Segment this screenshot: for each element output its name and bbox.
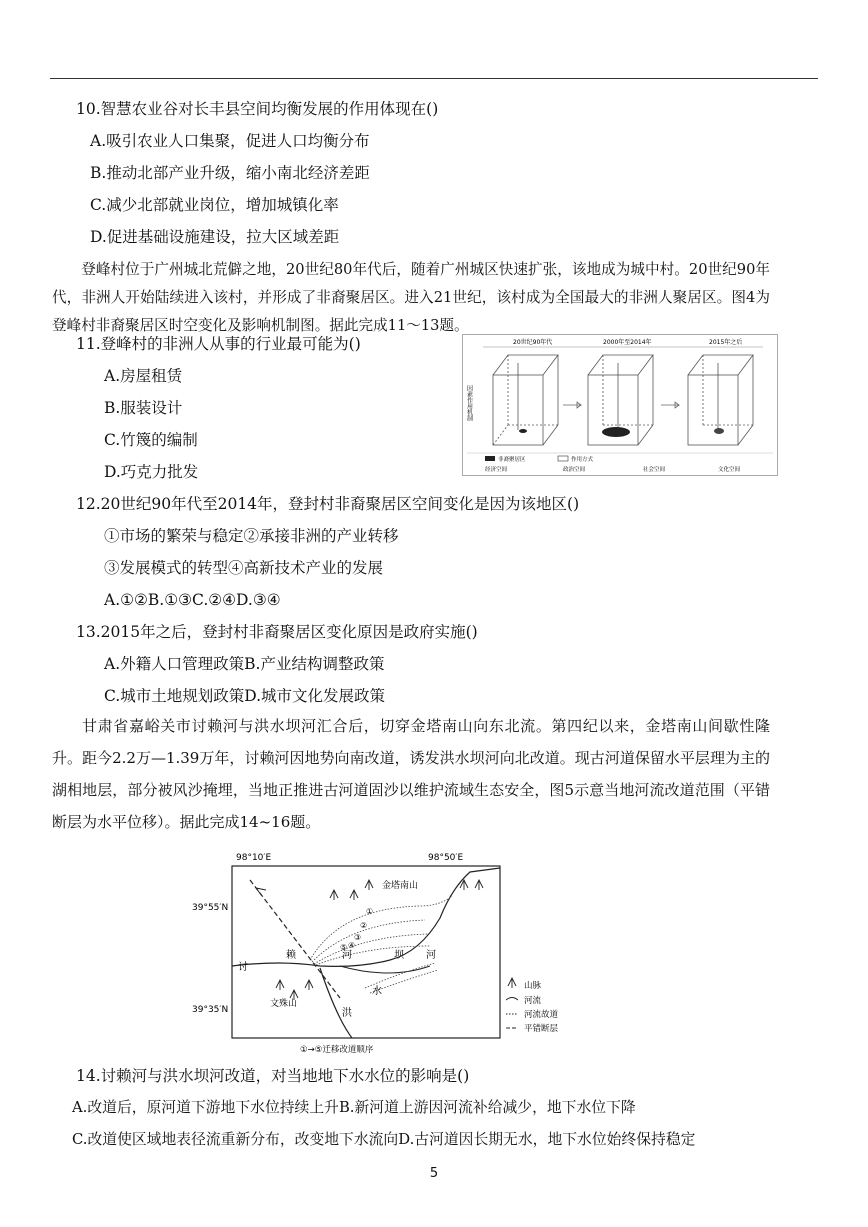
q12-items-2: ③发展模式的转型④高新技术产业的发展 <box>104 559 384 577</box>
q10-option-b: B.推动北部产业升级，缩小南北经济差距 <box>90 164 370 182</box>
fig5-num-3: ③ <box>354 933 362 942</box>
fig4-bottom-3: 社会空间 <box>643 467 666 473</box>
q11-option-d: D.巧克力批发 <box>104 463 199 481</box>
fig5-lat-1: 39°55′N <box>192 903 229 913</box>
q10-option-a: A.吸引农业人口集聚，促进人口均衡分布 <box>90 132 370 150</box>
q13-options-1: A.外籍人口管理政策B.产业结构调整政策 <box>104 655 385 673</box>
fig5-lat-2: 39°35′N <box>192 1005 229 1015</box>
fig4-period-3: 2015年之后 <box>709 339 743 346</box>
q10-option-d: D.促进基础设施建设，拉大区域差距 <box>90 228 340 246</box>
fig4-legend-1: 非裔聚居区 <box>498 457 526 463</box>
passage-dengfeng: 登峰村位于广州城北荒僻之地，20世纪80年代后，随着广州城区快速扩张，该地成为城中村。20世纪90年代，非洲人开始陆续进入该村，并形成了非裔聚居区。进入21世纪，该村成为全国最大的非洲人聚居区。图4为登峰村非裔聚居区时空变化及影响机制图。据此完成11～13题。 <box>52 261 770 334</box>
q14-stem: 14.讨赖河与洪水坝河改道，对当地地下水水位的影响是() <box>76 1067 470 1085</box>
fig5-lon-1: 98°10′E <box>236 853 272 863</box>
fig5-char-tao: 讨 <box>238 962 248 973</box>
q12-options: A.①②B.①③C.②④D.③④ <box>104 591 281 609</box>
q14-options-2: C.改道使区域地表径流重新分布，改变地下水流向D.古河道因长期无水，地下水位始终保持稳定 <box>72 1131 696 1148</box>
q11-option-b: B.服装设计 <box>104 399 183 417</box>
q14-options-1: A.改道后，原河道下游地下水位持续上升B.新河道上游因河流补给减少，地下水位下降 <box>72 1099 636 1116</box>
fig5-legend-river: 河流 <box>524 996 542 1006</box>
fig5-legend-mountain: 山脉 <box>524 981 542 991</box>
fig5-caption: ①→⑤迁移改道顺序 <box>300 1045 374 1055</box>
fig4-bottom-2: 政治空间 <box>563 467 586 473</box>
q12-items-1: ①市场的繁荣与稳定②承接非洲的产业转移 <box>104 527 399 545</box>
fig5-num-1: ① <box>366 907 374 916</box>
q10-option-c: C.减少北部就业岗位，增加城镇化率 <box>90 196 339 214</box>
fig4-legend-2: 作用方式 <box>571 457 594 463</box>
passage-taolai-river: 甘肃省嘉峪关市讨赖河与洪水坝河汇合后，切穿金塔南山向东北流。第四纪以来，金塔南山间歇性隆升。距今2.2万—1.39万年，讨赖河因地势向南改道，诱发洪水坝河向北改道。现古河道保留水平层理为主的湖相地层，部分被风沙掩埋，当地正推进古河道固沙以维护流域生态安全，图5示意当地河流改道范围（平错断层为水平位移）。据此完成14~16题。 <box>52 717 770 831</box>
q12-stem: 12.20世纪90年代至2014年，登封村非裔聚居区空间变化是因为该地区() <box>76 495 580 513</box>
fig4-period-1: 20世纪90年代 <box>513 339 553 346</box>
q13-options-2: C.城市土地规划政策D.城市文化发展政策 <box>104 687 386 705</box>
fig5-lon-2: 98°50′E <box>428 853 464 863</box>
fig5-num-5: ⑤ <box>340 943 348 952</box>
fig5-char-lai: 赖 <box>286 950 296 961</box>
fig5-wenshu-label: 文殊山 <box>270 999 298 1009</box>
q11-stem: 11.登峰村的非洲人从事的行业最可能为() <box>76 335 361 353</box>
page-number: 5 <box>429 1166 439 1181</box>
q11-option-a: A.房屋租赁 <box>104 367 183 385</box>
q13-stem: 13.2015年之后，登封村非裔聚居区变化原因是政府实施() <box>76 623 478 641</box>
fig4-bottom-4: 文化空间 <box>718 467 741 473</box>
fig5-char-hong: 洪 <box>342 1008 352 1019</box>
fig5-mountain-label: 金塔南山 <box>382 881 419 891</box>
fig5-char-he2: 河 <box>426 950 436 961</box>
fig5-num-2: ② <box>360 921 368 930</box>
fig5-num-4: ④ <box>348 941 356 950</box>
fig4-period-2: 2000年至2014年 <box>603 339 652 346</box>
fig5-char-he1: 河 <box>342 950 352 961</box>
fig4-bottom-1: 经济空间 <box>485 467 508 473</box>
header-rule <box>50 78 818 79</box>
fig4-axis-label: 因素作用机制 <box>465 385 473 421</box>
fig5-char-shui: 水 <box>372 986 382 997</box>
q11-option-c: C.竹篾的编制 <box>104 431 198 449</box>
fig5-legend-paleochannel: 河流故道 <box>524 1010 559 1020</box>
figure-4-diagram <box>462 334 778 476</box>
q10-stem: 10.智慧农业谷对长丰县空间均衡发展的作用体现在() <box>76 100 439 118</box>
fig5-legend-fault: 平错断层 <box>524 1024 559 1034</box>
fig5-char-ba: 坝 <box>394 950 404 961</box>
figure-5-map <box>190 848 590 1058</box>
